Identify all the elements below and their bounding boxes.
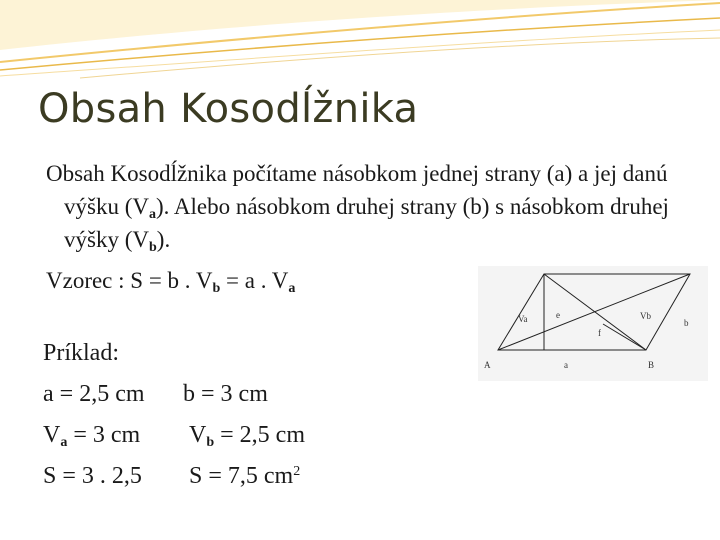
slide-title: Obsah Kosodĺžnika <box>38 86 419 132</box>
bullet-definition <box>46 157 706 256</box>
example-row-sides <box>43 374 305 415</box>
label-height-vb: Vb <box>640 311 651 321</box>
definition-part-3: ). <box>156 227 171 252</box>
bullet-definition-text <box>46 157 706 256</box>
parallelogram-diagram <box>478 266 708 381</box>
formula-part-2: = a . V <box>220 268 289 293</box>
height-b-value: $V_b = 2,5$ cm <box>189 422 305 450</box>
label-diagonal-e: e <box>556 310 560 320</box>
height-a-value: $V_a = 3$ cm <box>43 422 141 450</box>
example-row-heights <box>43 415 305 456</box>
label-diagonal-f: f <box>598 328 601 338</box>
label-vertex-a: A <box>484 360 491 370</box>
definition-part-2: ). Alebo násobkom druhej strany (b) s násobkom druhej výšky (V <box>64 194 669 252</box>
definition-part-1: Obsah Kosodĺžnika počítame násobkom jednej strany (a) a jej danú výšku (V <box>46 161 668 219</box>
subscript-a: a <box>148 207 156 222</box>
label-side-a: a <box>564 360 568 370</box>
example-row-area <box>43 456 305 497</box>
subscript-b: b <box>148 240 157 255</box>
label-side-b: b <box>684 318 689 328</box>
diagram-background <box>478 266 708 381</box>
label-vertex-b: B <box>648 360 655 370</box>
area-a-calc: S = 3 . 2,5 <box>43 463 142 489</box>
side-a-value: a = 2,5 cm <box>43 381 145 407</box>
example-block <box>43 333 305 497</box>
subscript-a: a <box>288 281 296 296</box>
subscript-b: b <box>212 281 221 296</box>
formula-part-1: Vzorec : S = b . V <box>46 268 213 293</box>
label-height-va: Va <box>518 314 528 324</box>
area-b-result: S = 7,5 $cm^2$ <box>189 463 301 489</box>
example-heading: Príklad: <box>43 340 119 366</box>
side-b-value: b = 3 cm <box>183 381 268 407</box>
